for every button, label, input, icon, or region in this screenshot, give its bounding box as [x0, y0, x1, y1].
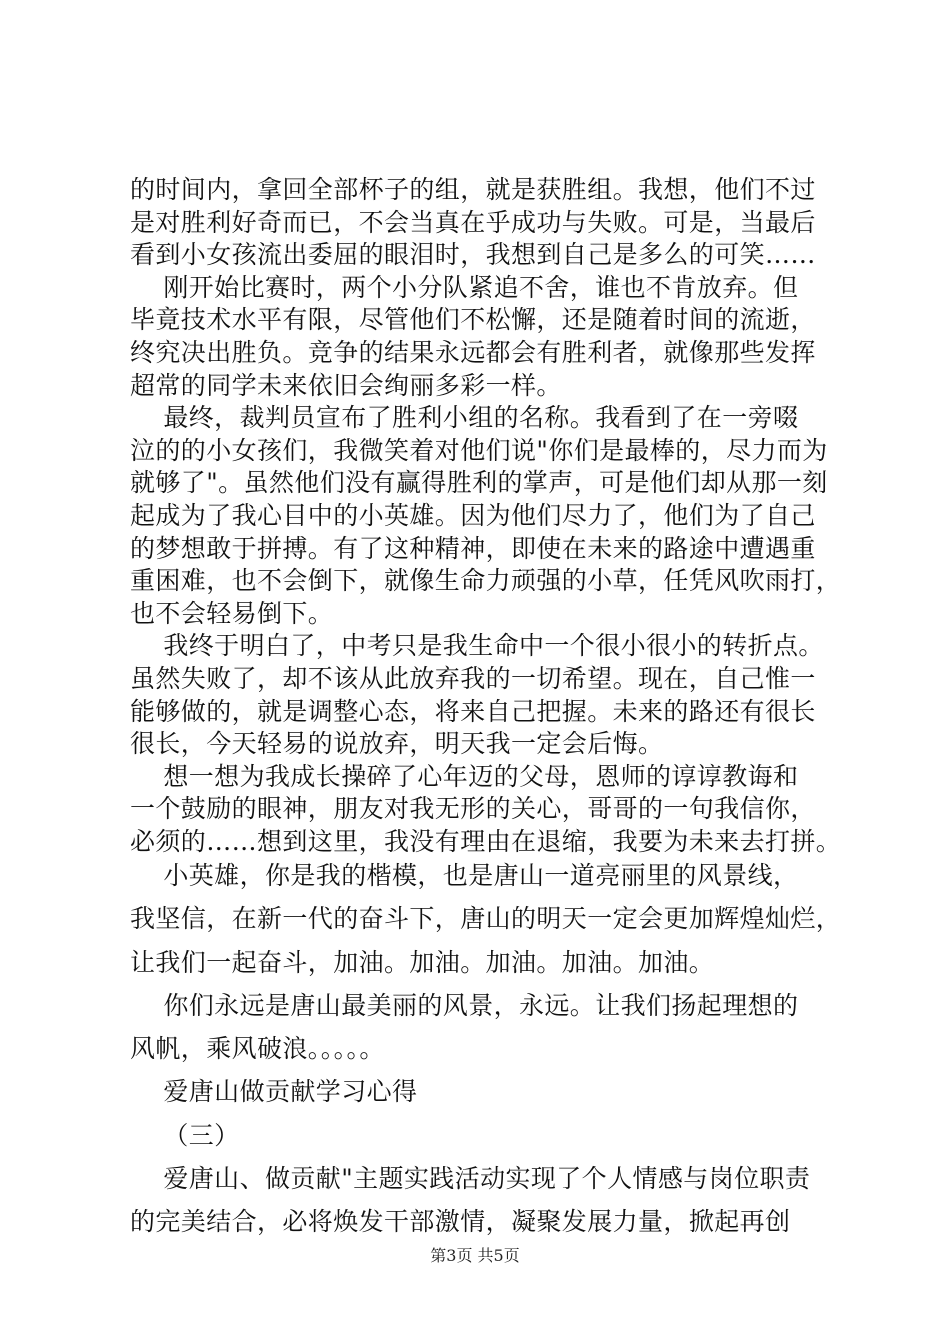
text-line: 重困难，也不会倒下，就像生命力顽强的小草，任凭风吹雨打， — [130, 566, 842, 595]
text-line: 看到小女孩流出委屈的眼泪时，我想到自己是多么的可笑…… — [130, 240, 816, 269]
text-line: 是对胜利好奇而已，不会当真在乎成功与失败。可是，当最后 — [130, 208, 816, 237]
text-line: 我坚信，在新一代的奋斗下，唐山的明天一定会更加辉煌灿烂， — [130, 904, 842, 933]
text-line: 你们永远是唐山最美丽的风景，永远。让我们扬起理想的 — [130, 991, 799, 1020]
text-line: 也不会轻易倒下。 — [130, 599, 334, 628]
text-line: 毕竟技术水平有限，尽管他们不松懈，还是随着时间的流逝， — [130, 305, 816, 334]
text-line: 泣的的小女孩们，我微笑着对他们说"你们是最棒的，尽力而为 — [130, 436, 828, 465]
text-line: 爱唐山、做贡献"主题实践活动实现了个人情感与岗位职责 — [130, 1164, 811, 1193]
text-line: 最终，裁判员宣布了胜利小组的名称。我看到了在一旁啜 — [130, 403, 799, 432]
text-line: 让我们一起奋斗，加油。加油。加油。加油。加油。 — [130, 948, 715, 977]
page-number-footer: 第3页 共5页 — [430, 1246, 520, 1265]
text-line: 必须的……想到这里，我没有理由在退缩，我要为未来去打拼。 — [130, 827, 842, 856]
text-line: 终究决出胜负。竞争的结果永远都会有胜利者，就像那些发挥 — [130, 338, 816, 367]
text-line: 能够做的，就是调整心态，将来自己把握。未来的路还有很长 — [130, 697, 816, 726]
text-line: 就够了"。虽然他们没有赢得胜利的掌声，可是他们却从那一刻 — [130, 468, 828, 497]
text-line: 超常的同学未来依旧会绚丽多彩一样。 — [130, 371, 562, 400]
text-line: 小英雄，你是我的楷模，也是唐山一道亮丽里的风景线， — [130, 861, 799, 890]
text-line: （三） — [130, 1121, 240, 1150]
text-line: 想一想为我成长操碎了心年迈的父母，恩师的谆谆教诲和 — [130, 762, 799, 791]
text-line: 的梦想敢于拼搏。有了这种精神，即使在未来的路途中遭遇重 — [130, 534, 816, 563]
text-line: 的完美结合，必将焕发干部激情，凝聚发展力量，掀起再创 — [130, 1207, 791, 1236]
text-line: 爱唐山做贡献学习心得 — [130, 1077, 418, 1106]
text-line: 的时间内，拿回全部杯子的组，就是获胜组。我想，他们不过 — [130, 175, 816, 204]
text-line: 刚开始比赛时，两个小分队紧追不舍，谁也不肯放弃。但 — [130, 273, 799, 302]
text-line: 我终于明白了，中考只是我生命中一个很小很小的转折点。 — [130, 631, 824, 660]
text-line: 起成为了我心目中的小英雄。因为他们尽力了，他们为了自己 — [130, 501, 816, 530]
text-line: 虽然失败了，却不该从此放弃我的一切希望。现在，自己惟一 — [130, 664, 816, 693]
text-line: 一个鼓励的眼神，朋友对我无形的关心，哥哥的一句我信你， — [130, 794, 816, 823]
text-line: 很长，今天轻易的说放弃，明天我一定会后悔。 — [130, 729, 664, 758]
text-line: 风帆，乘风破浪。。。。。 — [130, 1034, 385, 1063]
